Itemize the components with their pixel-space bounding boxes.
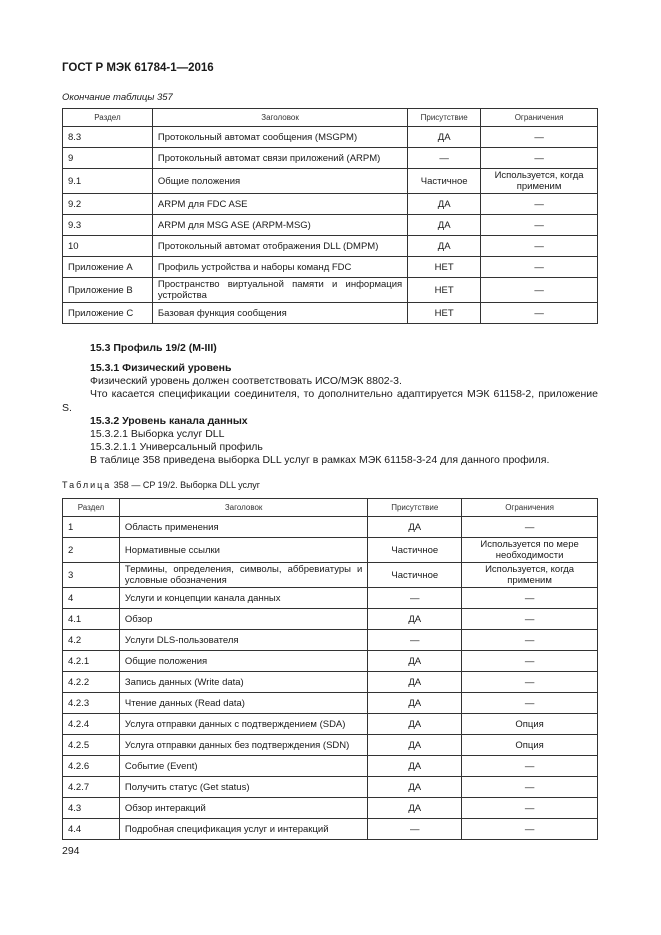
cell-section: 9.1 [63, 169, 153, 194]
cell-presence: ДА [408, 194, 481, 215]
cell-presence: НЕТ [408, 303, 481, 324]
cell-title: Обзор [119, 609, 367, 630]
column-header-title: Заголовок [152, 109, 407, 127]
cell-presence: ДА [368, 693, 462, 714]
column-header-presence: Присутствие [408, 109, 481, 127]
table-header-row [63, 499, 598, 517]
cell-restrictions: Используется по мере необходимости [462, 538, 598, 563]
table-row [63, 236, 598, 257]
cell-restrictions: — [481, 148, 598, 169]
cell-section: 4.2 [63, 630, 120, 651]
cell-presence: Частичное [368, 563, 462, 588]
section-heading-15-3: 15.3 Профиль 19/2 (M-III) [90, 342, 217, 354]
cell-section: 4.3 [63, 798, 120, 819]
section-heading-15-3-1: 15.3.1 Физический уровень [90, 362, 232, 374]
table-row [63, 630, 598, 651]
column-header-section: Раздел [63, 109, 153, 127]
section-heading-15-3-2: 15.3.2 Уровень канала данных [90, 415, 248, 427]
cell-section: 4.1 [63, 609, 120, 630]
cell-presence: ДА [408, 236, 481, 257]
cell-presence: — [368, 588, 462, 609]
cell-title: Событие (Event) [119, 756, 367, 777]
section-heading-15-3-2-1-1: 15.3.2.1.1 Универсальный профиль [90, 441, 263, 453]
table-row [63, 651, 598, 672]
cell-presence: ДА [368, 777, 462, 798]
cell-title: Общие положения [152, 169, 407, 194]
cell-restrictions: Опция [462, 735, 598, 756]
table-row [63, 819, 598, 840]
cell-restrictions: — [462, 609, 598, 630]
cell-title: Услуга отправки данных с подтверждением (SDA) [119, 714, 367, 735]
table-358-caption-prefix: Таблица [62, 480, 112, 490]
table-row [63, 538, 598, 563]
cell-restrictions: — [462, 651, 598, 672]
cell-title: Услуги DLS-пользователя [119, 630, 367, 651]
cell-title: Подробная спецификация услуг и интеракций [119, 819, 367, 840]
paragraph-table-358-intro: В таблице 358 приведена выборка DLL услуг в рамках МЭК 61158-3-24 для данного профиля. [90, 454, 550, 466]
cell-title: Нормативные ссылки [119, 538, 367, 563]
cell-presence: ДА [408, 215, 481, 236]
cell-presence: ДА [368, 609, 462, 630]
table-row [63, 169, 598, 194]
table-row [63, 777, 598, 798]
cell-section: 4.2.3 [63, 693, 120, 714]
cell-presence: ДА [368, 735, 462, 756]
column-header-section: Раздел [63, 499, 120, 517]
page-number: 294 [62, 845, 80, 857]
table-row [63, 194, 598, 215]
table-358-caption-text: 358 — CP 19/2. Выборка DLL услуг [111, 480, 261, 490]
cell-title: Протокольный автомат отображения DLL (DMPM) [152, 236, 407, 257]
cell-section: 4.2.2 [63, 672, 120, 693]
column-header-restrictions: Ограничения [481, 109, 598, 127]
cell-presence: ДА [408, 127, 481, 148]
cell-presence: Частичное [368, 538, 462, 563]
cell-restrictions: — [481, 194, 598, 215]
table-row [63, 148, 598, 169]
cell-restrictions: — [481, 127, 598, 148]
cell-title: Чтение данных (Read data) [119, 693, 367, 714]
table-row [63, 278, 598, 303]
cell-presence: ДА [368, 651, 462, 672]
cell-section: 3 [63, 563, 120, 588]
table-row [63, 714, 598, 735]
cell-section: Приложение C [63, 303, 153, 324]
cell-restrictions: — [462, 693, 598, 714]
cell-restrictions: Используется, когда применим [481, 169, 598, 194]
cell-title: ARPM для MSG ASE (ARPM-MSG) [152, 215, 407, 236]
table-358-body [63, 517, 598, 840]
cell-restrictions: — [481, 257, 598, 278]
cell-restrictions: — [462, 819, 598, 840]
table-358 [62, 498, 598, 840]
cell-presence: — [408, 148, 481, 169]
cell-section: Приложение B [63, 278, 153, 303]
section-heading-15-3-2-1: 15.3.2.1 Выборка услуг DLL [90, 428, 225, 440]
cell-section: 4.4 [63, 819, 120, 840]
cell-presence: ДА [368, 672, 462, 693]
table-row [63, 127, 598, 148]
document-header: ГОСТ Р МЭК 61784-1—2016 [62, 62, 214, 74]
cell-section: 1 [63, 517, 120, 538]
cell-restrictions: — [462, 588, 598, 609]
table-357-body [63, 127, 598, 324]
cell-title: ARPM для FDC ASE [152, 194, 407, 215]
cell-title: Профиль устройства и наборы команд FDC [152, 257, 407, 278]
column-header-presence: Присутствие [368, 499, 462, 517]
cell-presence: Частичное [408, 169, 481, 194]
cell-restrictions: — [481, 236, 598, 257]
cell-presence: НЕТ [408, 278, 481, 303]
column-header-title: Заголовок [119, 499, 367, 517]
table-row [63, 693, 598, 714]
cell-section: 9.3 [63, 215, 153, 236]
cell-restrictions: — [462, 777, 598, 798]
cell-section: 4.2.4 [63, 714, 120, 735]
cell-title: Услуга отправки данных без подтверждения (SDN) [119, 735, 367, 756]
cell-section: 8.3 [63, 127, 153, 148]
cell-section: 2 [63, 538, 120, 563]
cell-section: 4.2.6 [63, 756, 120, 777]
cell-presence: — [368, 630, 462, 651]
cell-presence: ДА [368, 517, 462, 538]
table-358-caption [62, 480, 260, 490]
table-row [63, 735, 598, 756]
cell-title: Протокольный автомат связи приложений (ARPM) [152, 148, 407, 169]
cell-restrictions: Опция [462, 714, 598, 735]
cell-title: Получить статус (Get status) [119, 777, 367, 798]
cell-restrictions: — [462, 798, 598, 819]
cell-title: Общие положения [119, 651, 367, 672]
column-header-restrictions: Ограничения [462, 499, 598, 517]
table-row [63, 257, 598, 278]
cell-section: 9 [63, 148, 153, 169]
cell-section: 4.2.1 [63, 651, 120, 672]
cell-restrictions: — [462, 630, 598, 651]
cell-restrictions: — [481, 215, 598, 236]
cell-section: Приложение A [63, 257, 153, 278]
cell-presence: НЕТ [408, 257, 481, 278]
cell-restrictions: — [481, 303, 598, 324]
table-header-row [63, 109, 598, 127]
table-row [63, 303, 598, 324]
table-row [63, 609, 598, 630]
table-row [63, 563, 598, 588]
table-row [63, 672, 598, 693]
table-row [63, 756, 598, 777]
cell-presence: ДА [368, 798, 462, 819]
cell-section: 10 [63, 236, 153, 257]
cell-presence: ДА [368, 714, 462, 735]
cell-title: Услуги и концепции канала данных [119, 588, 367, 609]
cell-title: Пространство виртуальной памяти и информация устройства [152, 278, 407, 303]
table-row [63, 517, 598, 538]
cell-restrictions: Используется, когда применим [462, 563, 598, 588]
cell-title: Область применения [119, 517, 367, 538]
paragraph-physical-layer: Физический уровень должен соответствовать ИСО/МЭК 8802-3. [90, 375, 402, 387]
cell-title: Протокольный автомат сообщения (MSGPM) [152, 127, 407, 148]
cell-section: 4.2.7 [63, 777, 120, 798]
table-row [63, 798, 598, 819]
cell-restrictions: — [462, 756, 598, 777]
table-row [63, 588, 598, 609]
paragraph-connector: Что касается спецификации соединителя, то дополнительно адаптируется МЭК 61158-2, приложение S. [62, 388, 598, 414]
cell-restrictions: — [462, 517, 598, 538]
cell-section: 4 [63, 588, 120, 609]
cell-title: Базовая функция сообщения [152, 303, 407, 324]
cell-presence: — [368, 819, 462, 840]
cell-section: 9.2 [63, 194, 153, 215]
cell-section: 4.2.5 [63, 735, 120, 756]
cell-presence: ДА [368, 756, 462, 777]
cell-title: Термины, определения, символы, аббревиатуры и условные обозначения [119, 563, 367, 588]
table-row [63, 215, 598, 236]
cell-title: Запись данных (Write data) [119, 672, 367, 693]
table-357-continuation-caption: Окончание таблицы 357 [62, 92, 173, 103]
table-357 [62, 108, 598, 324]
cell-title: Обзор интеракций [119, 798, 367, 819]
cell-restrictions: — [462, 672, 598, 693]
cell-restrictions: — [481, 278, 598, 303]
